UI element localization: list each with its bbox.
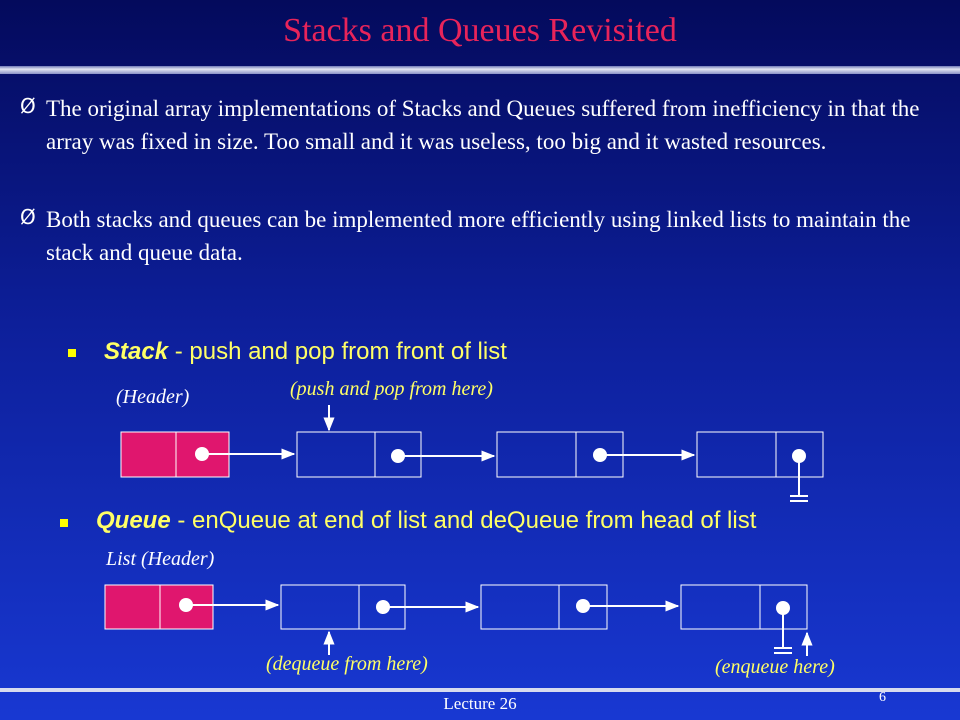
enqueue-label: (enqueue here) [715,656,835,678]
queue-heading-rest: - enQueue at end of list and deQueue from head of list [170,507,757,534]
footer-page-number: 6 [879,690,886,705]
queue-heading-bold: Queue [96,507,171,534]
queue-header-node [105,585,213,629]
stack-node-1 [297,432,421,477]
stack-list [121,405,823,501]
bullet-2-text: Both stacks and queues can be implemented more efficiently using linked lists to maintain the stack and queue data. [46,207,911,266]
stack-node-3 [697,432,823,477]
queue-list [105,585,807,656]
dequeue-label: (dequeue from here) [266,653,428,675]
footer-lecture: Lecture 26 [443,694,517,713]
bullet-arrow-icon: Ø [20,94,36,118]
queue-header-label: List (Header) [106,548,215,570]
slide-title: Stacks and Queues Revisited [283,12,677,49]
stack-heading-rest: - push and pop from front of list [168,338,507,365]
queue-null-ground-icon [774,608,792,653]
stack-null-ground-icon [790,456,808,501]
stack-header-label: (Header) [116,386,190,408]
stack-heading-bold: Stack [104,338,169,365]
bullet-arrow-icon: Ø [20,205,36,229]
stack-pointer-label: (push and pop from here) [290,378,493,400]
queue-node-3 [681,585,807,629]
bullet-1-text: The original array implementations of Stacks and Queues suffered from inefficiency in that the array was fixed in size. Too small and it was useless, too big and it wasted resources. [46,96,920,155]
footer-rule [0,688,960,692]
